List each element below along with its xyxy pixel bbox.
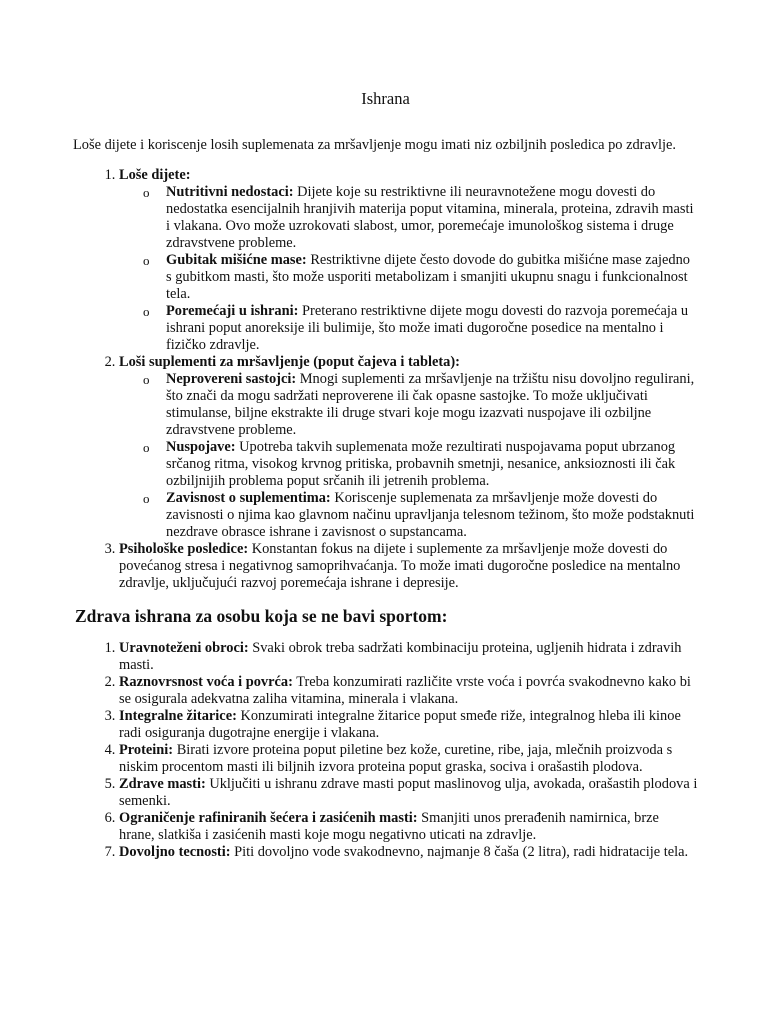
healthy-item (119, 844, 698, 861)
bullet-icon: o (143, 491, 150, 506)
item-text: Konstantan fokus na dijete i suplemente za mršavljenje može dovesti do povećanog stresa i negativnog samoprihvaćanja. To može imati dugoročne posledice na mentalno zdravlje, uključujući razvoj poremećaja ishrane i depresije. (119, 541, 681, 591)
item-heading: Loši suplementi za mršavljenje (poput čajeva i tableta): (119, 354, 460, 370)
item-heading: Ograničenje rafiniranih šećera i zasićenih masti: (119, 810, 418, 826)
document-page (73, 0, 698, 861)
sub-item-heading: Nuspojave: (166, 439, 236, 455)
bullet-icon: o (143, 372, 150, 387)
item-text: Piti dovoljno vode svakodnevno, najmanje 8 čaša (2 litra), radi hidratacije tela. (230, 844, 689, 860)
intro-paragraph: Loše dijete i koriscenje losih suplemenata za mršavljenje mogu imati niz ozbiljnih posledica po zdravlje. (73, 137, 677, 153)
item-heading: Raznovrsnost voća i povrća: (119, 674, 293, 690)
consequence-item (119, 167, 698, 354)
sub-item (143, 184, 698, 252)
sub-item-text: Mnogi suplementi za mršavljenje na tržištu nisu dovoljno regulirani, što znači da mogu sadržati neproverene ili čak opasne sastojke. To može uključivati stimulanse, biljne ekstrakte ili druge stvari koje mogu izazvati nuspojave ili ozbiljne zdravstvene probleme. (166, 371, 695, 438)
sub-item (143, 439, 698, 490)
consequence-item (119, 354, 698, 541)
item-heading: Integralne žitarice: (119, 708, 237, 724)
sub-item (143, 490, 698, 541)
healthy-item (119, 776, 698, 810)
sub-item-heading: Zavisnost o suplementima: (166, 490, 331, 506)
sub-item-heading: Poremećaji u ishrani: (166, 303, 299, 319)
sub-item-text: Dijete koje su restriktivne ili neuravnotežene mogu dovesti do nedostatka esencijalnih hranjivih materija poput vitamina, minerala, proteina, zdravih masti i vlakana. Ovo može uzrokovati slabost, umor, poremećaje imunološkog sistema i druge zdravstvene probleme. (166, 184, 694, 251)
healthy-item (119, 640, 698, 674)
item-text: Treba konzumirati različite vrste voća i povrća svakodnevno kako bi se osigurala adekvatna zaliha vitamina, minerala i vlakana. (119, 674, 691, 707)
bullet-icon: o (143, 185, 150, 200)
sub-list (119, 371, 698, 541)
item-text: Svaki obrok treba sadržati kombinaciju proteina, ugljenih hidrata i zdravih masti. (119, 640, 682, 673)
section-heading: Zdrava ishrana za osobu koja se ne bavi sportom: (75, 606, 448, 626)
healthy-item (119, 810, 698, 844)
healthy-item (119, 708, 698, 742)
item-text: Konzumirati integralne žitarice poput smeđe riže, integralnog hleba ili kinoe radi osiguranja dugotrajne energije i vlakana. (119, 708, 681, 741)
sub-item-text: Koriscenje suplemenata za mršavljenje može dovesti do zavisnosti o njima kao glavnom načinu upravljanja telesnom težinom, što može podstaknuti nezdrave obrasce ishrane i zavisnost o supstancama. (166, 490, 695, 540)
bullet-icon: o (143, 440, 150, 455)
healthy-eating-list (73, 640, 698, 861)
item-text: Uključiti u ishranu zdrave masti poput maslinovog ulja, avokada, orašastih plodova i semenki. (119, 776, 698, 809)
item-heading: Uravnoteženi obroci: (119, 640, 249, 656)
sub-item (143, 252, 698, 303)
sub-item (143, 371, 698, 439)
sub-item-text: Restriktivne dijete često dovode do gubitka mišićne mase zajedno s gubitkom masti, što može usporiti metabolizam i smanjiti ukupnu snagu i funkcionalnost tela. (166, 252, 690, 302)
sub-item-text: Upotreba takvih suplemenata može rezultirati nuspojavama poput ubrzanog srčanog ritma, visokog krvnog pritiska, probavnih smetnji, nesanice, anksioznosti ili čak ozbiljnijih problema poput srčanih ili jetrenih problema. (166, 439, 676, 489)
healthy-item (119, 674, 698, 708)
sub-item-text: Preterano restriktivne dijete mogu dovesti do razvoja poremećaja u ishrani poput anoreksije ili bulimije, što može imati dugoročne posedice na mentalno i fizičko zdravlje. (166, 303, 689, 353)
healthy-item (119, 742, 698, 776)
item-heading: Dovoljno tecnosti: (119, 844, 231, 860)
consequence-item (119, 541, 698, 592)
item-heading: Zdrave masti: (119, 776, 206, 792)
item-heading: Proteini: (119, 742, 174, 758)
item-text: Smanjiti unos prerađenih namirnica, brze hrane, slatkiša i zasićenih masti koje mogu negativno uticati na zdravlje. (119, 810, 659, 843)
sub-item-heading: Neprovereni sastojci: (166, 371, 297, 387)
consequences-list (73, 167, 698, 592)
sub-item-heading: Nutritivni nedostaci: (166, 184, 294, 200)
sub-item (143, 303, 698, 354)
sub-item-heading: Gubitak mišićne mase: (166, 252, 307, 268)
item-text: Birati izvore proteina poput piletine bez kože, curetine, ribe, jaja, mlečnih proizvoda s niskim procentom masti ili biljnih izvora proteina poput graska, sociva i orašastih plodova. (119, 742, 673, 775)
sub-list (119, 184, 698, 354)
bullet-icon: o (143, 253, 150, 268)
item-heading: Psihološke posledice: (119, 541, 249, 557)
document-title: Ishrana (361, 89, 410, 108)
bullet-icon: o (143, 304, 150, 319)
item-heading: Loše dijete: (119, 167, 191, 183)
